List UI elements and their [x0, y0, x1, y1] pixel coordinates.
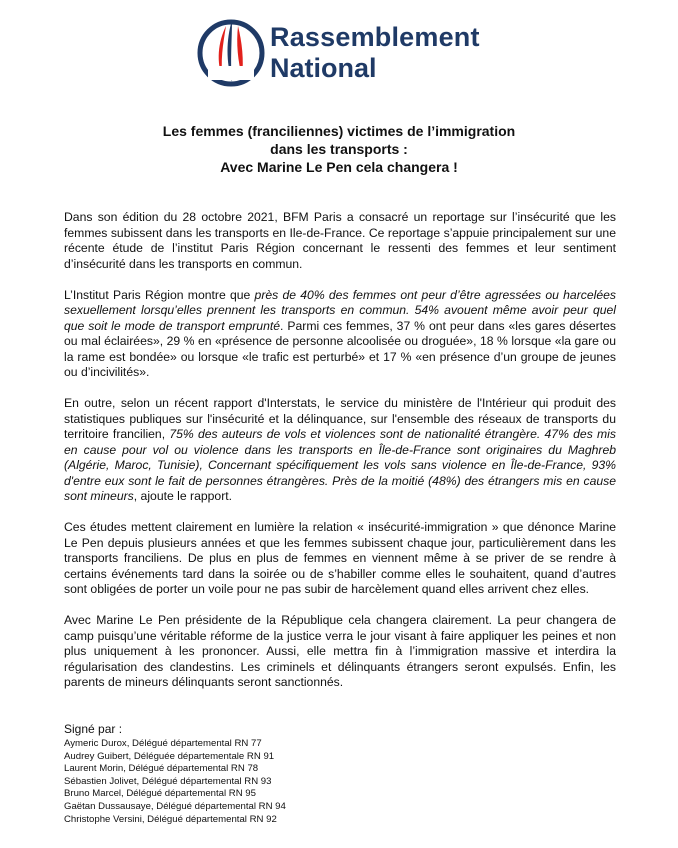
paragraph-2: [64, 288, 616, 381]
signature-row: Christophe Versini, Délégué départemental RN 92: [64, 813, 277, 825]
logo-word-rassemblement: Rassemblement: [270, 22, 480, 52]
flame-logo-icon: [196, 10, 266, 96]
rn-logo: [196, 10, 496, 96]
signature-row: Aymeric Durox, Délégué départemental RN 77: [64, 738, 262, 749]
title-line-1: Les femmes (franciliennes) victimes de l’immigration: [162, 123, 516, 139]
paragraph-5: Avec Marine Le Pen présidente de la République cela changera clairement. La peur changera de camp puisqu’une véritable réforme de la justice verra le jour visant à faire appliquer les peines et non plus uniquement à les prononcer. Aussi, elle mettra fin à l’immigration massive et interdira la régularisation des clandestins. Les criminels et délinquants étrangers seront expulsés. Enfin, les parents de mineurs délinquants seront sanctionnés.: [64, 613, 616, 689]
paragraph-2-intro: L’Institut Paris Région montre que: [64, 287, 255, 302]
signatures-title: Signé par :: [64, 722, 123, 736]
logo-word-national: National: [270, 53, 377, 83]
signatures-block: [64, 722, 464, 826]
document-title: [60, 122, 618, 176]
paragraph-2-rest: . Parmi ces femmes, 37 % ont peur dans «les gares désertes ou mal éclairées», 29 % en «présence de personne alcoolisée ou droguée», 18 % lorsque «la gare ou la rame est bondée» ou lorsque «le trafic est perturbé» et 17 % «en présence d’un groupe de jeunes ou d’incivilités».: [64, 318, 616, 379]
signature-row: Audrey Guibert, Déléguée départementale RN 91: [64, 750, 275, 762]
title-line-2: dans les transports :: [270, 141, 408, 157]
paragraph-4: Ces études mettent clairement en lumière la relation « insécurité-immigration » que dénonce Marine Le Pen depuis plusieurs années et que les femmes subissent chaque jour, particulièrement dans les transports franciliens. De plus en plus de femmes en viennent même à se priver de se rendre à certains événements tard dans la soirée ou de s’habiller comme elles le souhaitent, quand d’autres sont obligées de porter un voile pour ne pas subir de harcèlement quand elles arrivent chez elles.: [64, 520, 616, 596]
paragraph-3-rest: , ajoute le rapport.: [133, 489, 233, 503]
title-line-3: Avec Marine Le Pen cela changera !: [220, 159, 458, 175]
signature-row: Bruno Marcel, Délégué départemental RN 95: [64, 788, 256, 800]
paragraph-3-emphasis: 75% des auteurs de vols et violences sont de nationalité étrangère. 47% des mis en cause pour vol ou violence dans les transports en Île-de-France sont originaires du Maghreb (Algérie, Maroc, Tunisie), Concernant spécifiquement les vols sans violence en Île-de-France, 93% d'entre eux sont le fait de personnes étrangères. Près de la moitié (48%) des étrangers mis en cause sont mineurs: [64, 427, 616, 503]
paragraph-3-intro: En outre, selon un récent rapport d'Interstats, le service du ministère de l'Intérieur qui produit des statistiques publiques sur l'insécurité et la délinquance, sur l'ensemble des réseaux de transports du territoire francilien,: [64, 396, 616, 441]
paragraph-2-emphasis: près de 40% des femmes ont peur d’être agressées ou harcelées sexuellement lorsqu’elles prennent les transports en commun. 54% avouent même avoir peur quel que soit le mode de transport emprunté: [64, 287, 616, 333]
signature-row: Gaëtan Dussausaye, Délégué départemental RN 94: [64, 800, 286, 812]
document-body: [64, 210, 616, 706]
signature-row: Sébastien Jolivet, Délégué départemental RN 93: [64, 775, 272, 787]
signature-row: Laurent Morin, Délégué départemental RN 78: [64, 763, 259, 775]
paragraph-1: Dans son édition du 28 octobre 2021, BFM Paris a consacré un reportage sur l’insécurité que les femmes subissent dans les transports en Ile-de-France. Ce reportage s’appuie principalement sur une récente étude de l’institut Paris Région concernant le ressenti des femmes et leur sentiment d’insécurité dans les transports en commun.: [64, 210, 616, 271]
paragraph-3: [64, 396, 616, 505]
